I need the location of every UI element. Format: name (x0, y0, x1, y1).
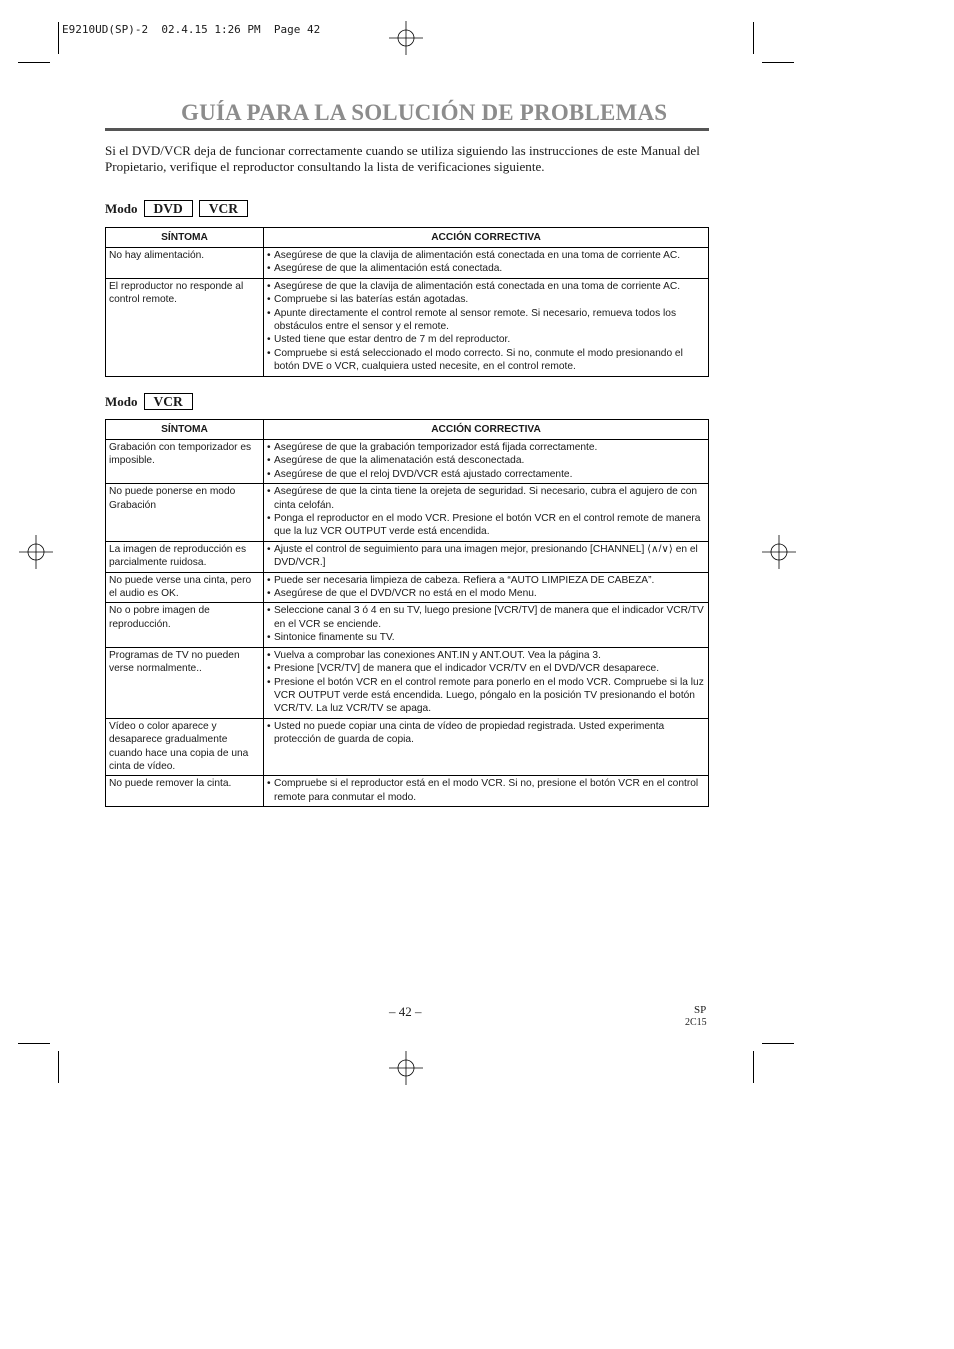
action-cell (264, 440, 709, 484)
action-text: Asegúrese de que la clavija de alimentación está conectada en una toma de corriente AC. (274, 280, 681, 292)
action-text: Seleccione canal 3 ó 4 en su TV, luego presione [VCR/TV] de manera que el indicador VCR/TV en el VCR se enciende. (274, 605, 704, 630)
document-code: 2C15 (685, 1017, 707, 1028)
bullet-icon: • (267, 486, 271, 498)
header-symptom: SÍNTOMA (106, 420, 264, 440)
action-item (267, 604, 706, 631)
action-text: Asegúrese de que el reloj DVD/VCR está ajustado correctamente. (274, 468, 573, 480)
action-cell (264, 776, 709, 807)
bullet-icon: • (267, 468, 271, 480)
print-slug: E9210UD(SP)-2 02.4.15 1:26 PM Page 42 (62, 23, 321, 36)
action-item (267, 512, 706, 539)
action-item (267, 631, 706, 644)
action-item (267, 676, 706, 716)
registration-mark-top (389, 21, 423, 55)
table-row (106, 440, 709, 484)
action-item (267, 333, 706, 346)
table-row (106, 572, 709, 603)
modo-label: Modo (105, 393, 138, 409)
bullet-icon: • (267, 588, 271, 600)
action-cell (264, 248, 709, 279)
action-cell (264, 572, 709, 603)
action-text: Ajuste el control de seguimiento para una imagen mejor, presionando [CHANNEL] ⟨∧/∨⟩ en el DVD/VCR.] (274, 543, 698, 569)
action-item (267, 262, 706, 275)
bullet-icon: • (267, 250, 271, 261)
action-cell (264, 718, 709, 776)
action-text: Asegúrese de que la clavija de alimentación está conectada en una toma de corriente AC. (274, 250, 681, 261)
badge-dvd: DVD (144, 200, 193, 217)
mode-label-dvd-vcr (105, 200, 254, 217)
crop-mark (753, 1051, 754, 1083)
symptom-cell: No puede verse una cinta, pero el audio es OK. (106, 572, 264, 603)
crop-mark (762, 1043, 794, 1044)
table-row (106, 718, 709, 776)
action-text: Compruebe si el reproductor está en el modo VCR. Si no, presione el botón VCR en el control remote para conmutar el modo. (274, 778, 699, 803)
bullet-icon: • (267, 605, 271, 617)
action-item (267, 468, 706, 481)
crop-mark (18, 62, 50, 63)
troubleshooting-table-dvd-vcr (105, 227, 709, 377)
action-text: Sintonice finamente su TV. (274, 632, 395, 644)
mode-label-vcr (105, 393, 199, 410)
action-text: Puede ser necesaria limpieza de cabeza. Refiera a “AUTO LIMPIEZA DE CABEZA”. (274, 574, 655, 586)
bullet-icon: • (267, 442, 271, 453)
modo-label: Modo (105, 200, 138, 216)
symptom-cell: La imagen de reproducción es parcialmente ruidosa. (106, 541, 264, 572)
header-symptom: SÍNTOMA (106, 228, 264, 248)
action-text: Usted tiene que estar dentro de 7 m del reproductor. (274, 334, 511, 346)
crop-mark (58, 22, 59, 54)
action-item (267, 441, 706, 454)
bullet-icon: • (267, 663, 271, 675)
bullet-icon: • (267, 294, 271, 306)
action-item (267, 574, 706, 587)
bullet-icon: • (267, 347, 271, 359)
action-item (267, 543, 706, 570)
language-code: SP (694, 1004, 707, 1016)
bullet-icon: • (267, 280, 271, 292)
crop-mark (753, 22, 754, 54)
action-text: Compruebe si las baterías están agotadas. (274, 294, 469, 306)
intro-paragraph: Si el DVD/VCR deja de funcionar correctamente cuando se utiliza siguiendo las instrucciones de este Manual del Propietario, verifique el reproductor consultando la lista de verificaciones siguiente. (105, 143, 700, 174)
action-text: Asegúrese de que la cinta tiene la orejeta de seguridad. Si necesario, cubra el agujero de con cinta celofán. (274, 486, 698, 511)
registration-mark-right (762, 535, 796, 569)
action-text: Asegúrese de que el DVD/VCR no está en el modo Menu. (274, 588, 537, 600)
action-item (267, 249, 706, 262)
symptom-cell: No puede ponerse en modo Grabación (106, 484, 264, 542)
table-body (106, 440, 709, 807)
table-row (106, 541, 709, 572)
action-cell (264, 603, 709, 647)
action-item (267, 649, 706, 662)
table-row (106, 776, 709, 807)
symptom-cell: Programas de TV no pueden verse normalmente.. (106, 647, 264, 718)
action-item (267, 454, 706, 467)
header-action: ACCIÓN CORRECTIVA (264, 228, 709, 248)
action-cell (264, 647, 709, 718)
registration-mark-bottom (389, 1051, 423, 1085)
badge-vcr: VCR (199, 200, 248, 217)
crop-mark (18, 1043, 50, 1044)
bullet-icon: • (267, 455, 271, 467)
action-text: Presione [VCR/TV] de manera que el indicador VCR/TV en el DVD/VCR desaparece. (274, 663, 660, 675)
page-title: GUÍA PARA LA SOLUCIÓN DE PROBLEMAS (181, 100, 668, 125)
action-text: Presione el botón VCR en el control remote para ponerlo en el modo VCR. Compruebe si la luz VCR OUTPUT verde está encendida. Luego, póngalo en la posición TV presionando el botón VCR/TV. La luz VCR/TV se apaga. (274, 676, 704, 715)
badge-vcr: VCR (144, 393, 193, 410)
action-text: Ponga el reproductor en el modo VCR. Presione el botón VCR en el control remote de manera que la luz VCR OUTPUT verde está encendida. (274, 513, 701, 538)
action-item (267, 293, 706, 306)
action-item (267, 485, 706, 512)
bullet-icon: • (267, 513, 271, 525)
registration-mark-left (19, 535, 53, 569)
action-cell (264, 484, 709, 542)
symptom-cell: Grabación con temporizador es imposible. (106, 440, 264, 484)
bullet-icon: • (267, 676, 271, 688)
action-item (267, 662, 706, 675)
action-item (267, 720, 706, 747)
action-text: Asegúrese de que la alimenatación está desconectada. (274, 455, 525, 467)
page-number: – 42 – (389, 1004, 422, 1019)
action-text: Asegúrese de que la grabación temporizador está fijada correctamente. (274, 442, 598, 453)
bullet-icon: • (267, 778, 271, 790)
table-body (106, 248, 709, 377)
action-item (267, 307, 706, 334)
action-text: Vuelva a comprobar las conexiones ANT.IN y ANT.OUT. Vea la página 3. (274, 649, 601, 661)
crop-mark (58, 1051, 59, 1083)
symptom-cell: No hay alimentación. (106, 248, 264, 279)
bullet-icon: • (267, 632, 271, 644)
table-row (106, 603, 709, 647)
bullet-icon: • (267, 263, 271, 275)
bullet-icon: • (267, 334, 271, 346)
action-text: Compruebe si está seleccionado el modo correcto. Si no, conmute el modo presionando el botón DVE o VCR, cualquiera usted necesite, en el control remote. (274, 347, 683, 373)
header-action: ACCIÓN CORRECTIVA (264, 420, 709, 440)
table-row (106, 278, 709, 376)
troubleshooting-table-vcr (105, 419, 709, 807)
table-row (106, 647, 709, 718)
symptom-cell: No o pobre imagen de reproducción. (106, 603, 264, 647)
action-text: Asegúrese de que la alimentación está conectada. (274, 263, 503, 275)
action-item (267, 777, 706, 804)
bullet-icon: • (267, 720, 271, 732)
action-item (267, 587, 706, 600)
crop-mark (762, 62, 794, 63)
bullet-icon: • (267, 543, 271, 555)
action-item (267, 347, 706, 374)
symptom-cell: El reproductor no responde al control remote. (106, 278, 264, 376)
symptom-cell: Vídeo o color aparece y desaparece gradualmente cuando hace una copia de una cinta de vídeo. (106, 718, 264, 776)
bullet-icon: • (267, 307, 271, 319)
bullet-icon: • (267, 649, 271, 661)
action-text: Apunte directamente el control remote al sensor remote. Si necesario, remueva todos los obstáculos entre el sensor y el remote. (274, 307, 677, 333)
action-cell (264, 541, 709, 572)
action-cell (264, 278, 709, 376)
symptom-cell: No puede remover la cinta. (106, 776, 264, 807)
action-text: Usted no puede copiar una cinta de vídeo de propiedad registrada. Usted experimenta protección de guarda de copia. (274, 720, 665, 746)
title-rule (105, 128, 709, 131)
bullet-icon: • (267, 574, 271, 586)
action-item (267, 280, 706, 293)
table-row (106, 484, 709, 542)
table-row (106, 248, 709, 279)
